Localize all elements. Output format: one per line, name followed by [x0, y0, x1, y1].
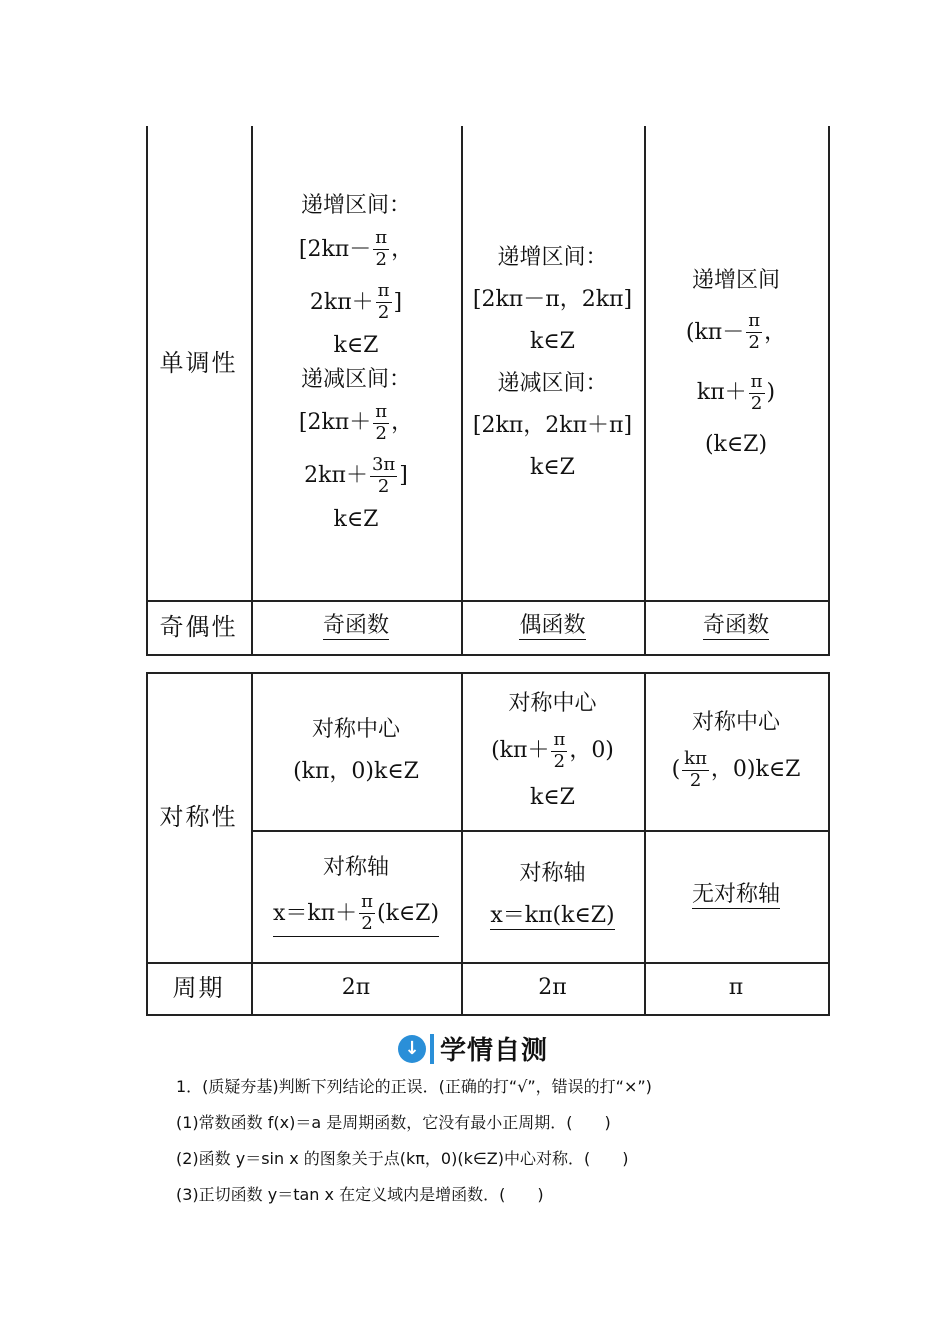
decreasing-interval-end: [304, 453, 408, 497]
row-label-text: 周期: [172, 974, 225, 1002]
k-in-z: k∈Z: [333, 506, 379, 532]
formula-text: x＝kπ＋: [272, 900, 358, 926]
period-value: π: [728, 975, 744, 1000]
numerator: π: [375, 227, 388, 249]
parity-value: 偶函数: [519, 612, 586, 638]
numerator: π: [750, 371, 763, 392]
download-circle-icon: ↓: [398, 1035, 426, 1063]
formula-text: ): [766, 380, 776, 406]
denominator: 2: [375, 422, 387, 444]
formula-text: ，: [391, 236, 414, 262]
section-title: 学情自测: [440, 1036, 549, 1066]
numerator: π: [361, 891, 373, 913]
row-label-parity: [146, 600, 251, 654]
cell-cos-symmetry-axis: [461, 830, 644, 962]
increasing-label: 递增区间：: [300, 193, 411, 219]
formula-text: 2kπ＋: [304, 463, 368, 489]
denominator: 2: [748, 332, 760, 354]
fraction: [551, 728, 567, 772]
formula-text: kπ＋: [696, 380, 747, 406]
question-item-3: (3)正切函数 y＝tan x 在定义域内是增函数．( ): [176, 1185, 544, 1204]
denominator: 2: [689, 769, 702, 791]
cell-sin-symmetry-center: [251, 672, 461, 830]
table-border: [146, 1014, 830, 1016]
denominator: 2: [750, 392, 763, 414]
symmetry-axis-title: 对称轴: [519, 860, 586, 886]
question-item-2: (2)函数 y＝sin x 的图象关于点(kπ，0)(k∈Z)中心对称．( ): [176, 1149, 629, 1168]
row-label-text: 对称性: [159, 803, 238, 831]
table-border: [146, 654, 830, 656]
cell-cos-parity: [461, 600, 644, 654]
cell-sin-symmetry-axis: [251, 830, 461, 962]
increasing-interval-end: [697, 373, 775, 414]
denominator: 2: [553, 750, 566, 772]
decreasing-label: 递减区间：: [497, 371, 608, 396]
symmetry-axis-title: 对称轴: [322, 855, 389, 881]
formula-text: ]: [393, 289, 403, 315]
formula-text: [2kπ－: [298, 236, 372, 262]
symmetry-center-title: 对称中心: [691, 709, 780, 735]
cell-tan-monotonicity: [644, 126, 828, 600]
numerator: kπ: [684, 747, 707, 769]
fraction: [682, 747, 709, 791]
table-border: [828, 672, 830, 1016]
cell-sin-monotonicity: [251, 126, 461, 600]
increasing-interval-start: [686, 312, 786, 353]
period-value: 2π: [341, 975, 371, 1000]
numerator: π: [553, 728, 566, 750]
cell-cos-symmetry-center: [461, 672, 644, 830]
increasing-interval-end: [310, 282, 402, 323]
numerator: π: [377, 280, 390, 302]
row-label-monotonicity: [146, 126, 251, 600]
increasing-interval-start: [299, 229, 413, 270]
cell-cos-monotonicity: [461, 126, 644, 600]
cell-tan-symmetry-axis: [644, 830, 828, 962]
numerator: 3π: [371, 453, 396, 475]
denominator: 2: [377, 475, 390, 497]
fraction: [370, 453, 397, 497]
fraction: [749, 373, 765, 414]
numerator: π: [748, 310, 761, 332]
properties-table-top: [146, 126, 830, 656]
formula-text: (k∈Z): [376, 900, 440, 926]
formula-text: ，0): [569, 738, 614, 763]
cell-sin-period: [251, 962, 461, 1014]
increasing-label: 递增区间: [691, 268, 780, 294]
fraction: [376, 282, 392, 323]
k-in-z: k∈Z: [333, 333, 379, 358]
section-heading: [398, 1030, 548, 1067]
decreasing-label: 递减区间：: [300, 367, 411, 392]
parity-value: 奇函数: [322, 612, 389, 638]
table-border: [828, 126, 830, 656]
formula-text: ，0)k∈Z: [710, 757, 801, 782]
increasing-interval: [2kπ－π，2kπ]: [472, 287, 633, 312]
symmetry-center-title: 对称中心: [311, 717, 400, 742]
k-in-z: k∈Z: [530, 785, 575, 811]
symmetry-axis-value: [273, 893, 439, 937]
cell-sin-parity: [251, 600, 461, 654]
symmetry-center-title: 对称中心: [508, 690, 597, 716]
formula-text: (: [671, 757, 681, 782]
symmetry-center-value: (kπ，0)k∈Z: [293, 759, 419, 784]
symmetry-axis-value: x＝kπ(k∈Z): [490, 902, 615, 928]
k-in-z: k∈Z: [530, 455, 575, 480]
denominator: 2: [361, 913, 373, 934]
fraction: [373, 229, 389, 270]
formula-text: 2kπ＋: [309, 289, 374, 315]
denominator: 2: [375, 249, 387, 271]
formula-text: ]: [399, 463, 408, 489]
row-label-period: [146, 962, 251, 1014]
cell-tan-period: [644, 962, 828, 1014]
symmetry-center-value: [491, 728, 614, 772]
k-in-z: k∈Z: [530, 329, 575, 354]
row-label-text: 奇偶性: [159, 613, 238, 641]
parity-value: 奇函数: [702, 612, 769, 638]
formula-text: ，: [391, 410, 414, 436]
numerator: π: [375, 401, 388, 422]
heading-divider: [430, 1034, 434, 1064]
question-intro: 1．(质疑夯基)判断下列结论的正误．(正确的打“√”，错误的打“×”): [176, 1077, 652, 1096]
denominator: 2: [377, 302, 390, 324]
decreasing-interval-start: [299, 403, 413, 444]
row-label-text: 单调性: [159, 349, 238, 377]
row-label-symmetry: [146, 672, 251, 962]
cell-tan-symmetry-center: [644, 672, 828, 830]
cell-tan-parity: [644, 600, 828, 654]
fraction: [359, 893, 375, 934]
fraction: [746, 312, 762, 353]
symmetry-center-value: [671, 747, 801, 791]
question-item-1: (1)常数函数 f(x)＝a 是周期函数，它没有最小正周期．( ): [176, 1113, 611, 1132]
fraction: [373, 403, 389, 444]
decreasing-interval: [2kπ，2kπ＋π]: [472, 413, 633, 438]
formula-text: (kπ－: [685, 319, 745, 345]
symmetry-axis-value: 无对称轴: [691, 881, 780, 907]
period-value: 2π: [538, 975, 567, 1000]
formula-text: ，: [764, 319, 787, 345]
formula-text: [2kπ＋: [298, 410, 372, 436]
properties-table-bottom: [146, 672, 830, 1016]
k-in-z: (k∈Z): [704, 431, 768, 457]
increasing-label: 递增区间：: [497, 245, 608, 270]
formula-text: (kπ＋: [491, 738, 550, 763]
cell-cos-period: [461, 962, 644, 1014]
